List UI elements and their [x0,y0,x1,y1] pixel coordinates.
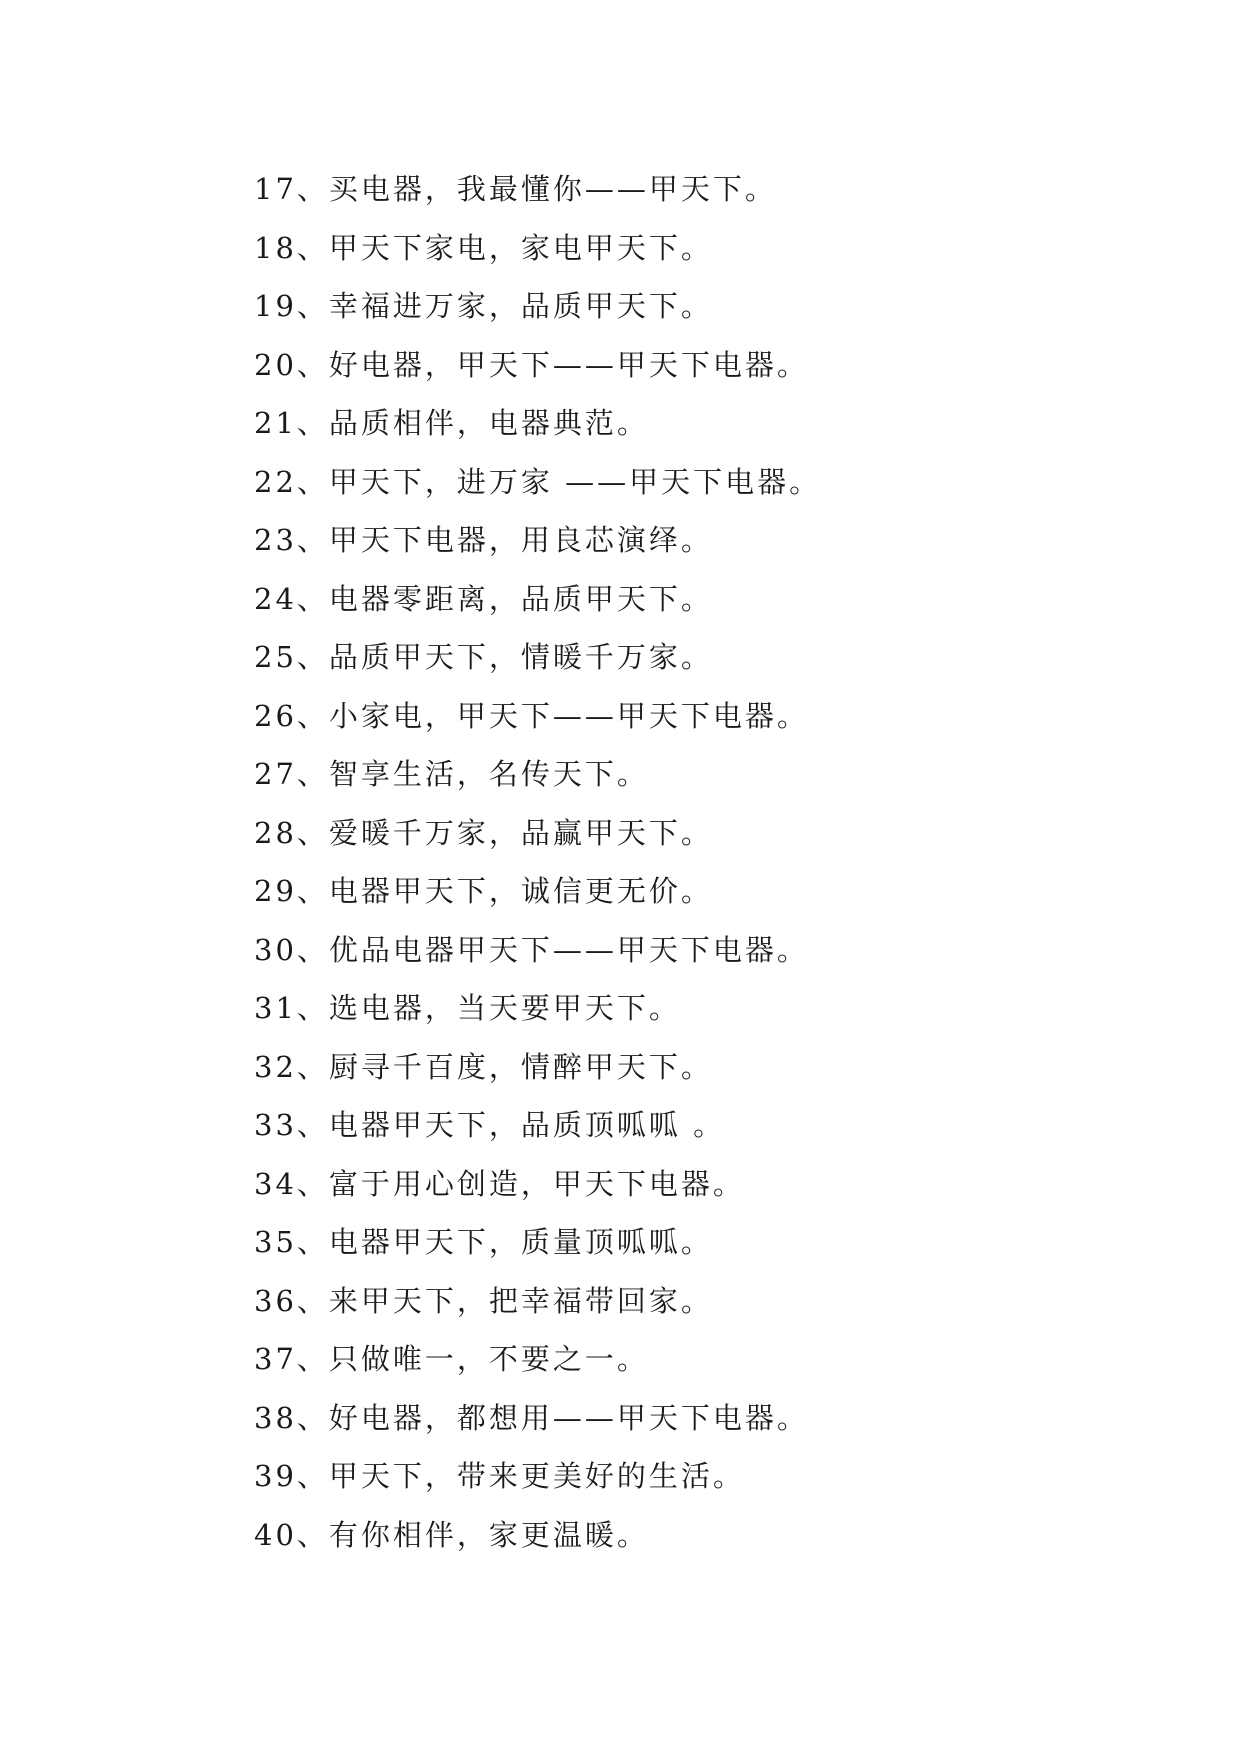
slogan-line: 18、甲天下家电，家电甲天下。 [254,230,713,265]
slogan-line: 31、选电器，当天要甲天下。 [254,991,681,1025]
slogan-line: 34、富于用心创造，甲天下电器。 [254,1166,745,1201]
slogan-line: 26、小家电，甲天下——甲天下电器。 [254,698,809,733]
slogan-line: 40、有你相伴，家更温暖。 [254,1517,649,1552]
slogan-line: 21、品质相伴，电器典范。 [254,406,649,440]
slogan-line: 25、品质甲天下，情暖千万家。 [254,640,713,674]
slogan-line: 36、来甲天下，把幸福带回家。 [254,1283,713,1318]
slogan-line: 17、买电器，我最懂你——甲天下。 [254,172,777,206]
slogan-line: 32、厨寻千百度，情醉甲天下。 [254,1049,713,1084]
slogan-line: 24、电器零距离，品质甲天下。 [254,581,713,616]
slogan-line: 27、智享生活，名传天下。 [254,757,649,791]
slogan-line: 38、好电器，都想用——甲天下电器。 [254,1400,809,1435]
slogan-line: 20、好电器，甲天下——甲天下电器。 [254,347,809,382]
slogan-line: 22、甲天下，进万家 ——甲天下电器。 [254,464,822,499]
slogan-line: 23、甲天下电器，用良芯演绎。 [254,523,713,557]
slogan-list [254,160,821,1564]
slogan-line: 35、电器甲天下，质量顶呱呱。 [254,1225,713,1259]
slogan-line: 33、电器甲天下，品质顶呱呱 。 [254,1108,726,1142]
slogan-line: 28、爱暖千万家，品赢甲天下。 [254,815,713,850]
slogan-line: 29、电器甲天下，诚信更无价。 [254,874,713,908]
slogan-line: 19、幸福进万家，品质甲天下。 [254,289,713,323]
slogan-line: 39、甲天下，带来更美好的生活。 [254,1459,745,1493]
slogan-line: 30、优品电器甲天下——甲天下电器。 [254,932,809,967]
slogan-line: 37、只做唯一，不要之一。 [254,1342,649,1376]
